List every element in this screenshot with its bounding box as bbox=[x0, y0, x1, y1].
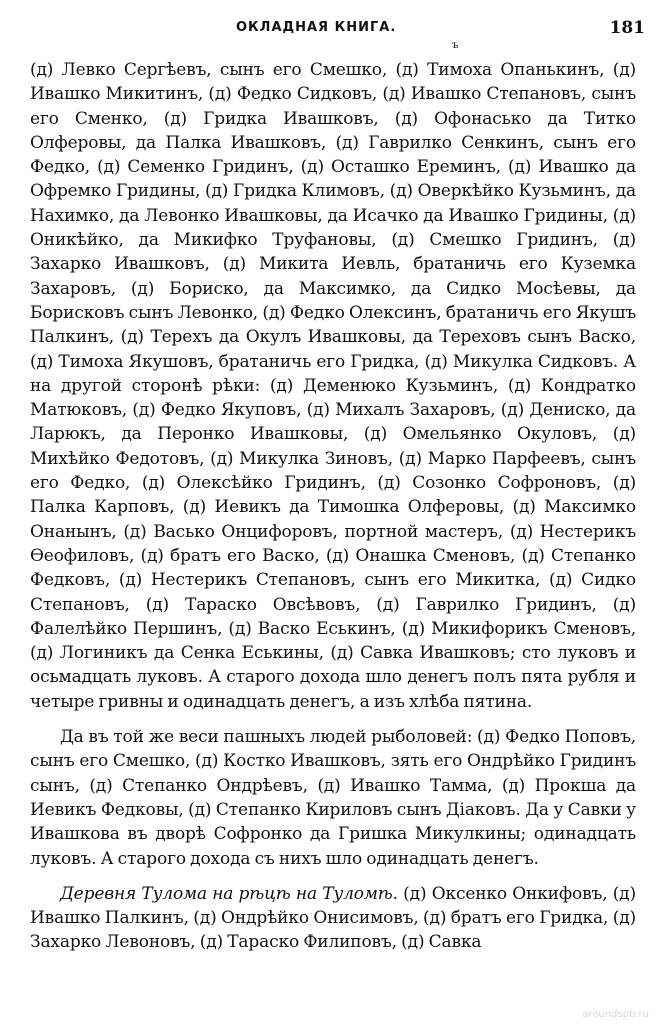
paragraph-3-text: (д) Оксенко Онкифовъ, (д) Ивашко Палкинъ, (д) Ондрѣйко Онисимовъ, (д) братъ его Гридка, (д) Захарко Левоновъ, (д) Тараско Филиповъ, (д) Савка bbox=[30, 883, 636, 953]
page-number: 181 bbox=[609, 18, 645, 38]
paragraph-1-text: (д) Левко Сергѣевъ, сынъ его Смешко, (д) Тимоха Опанькинъ, (д) Ивашко Микитинъ, (д) Федко Сидковъ, (д) Ивашко Степановъ, сынъ его Сменко, (д) Гридка Ивашковъ, (д) Офонасько да Титко Олферовы, да Палка Ивашковъ, (д) Гаврилко Сенкинъ, сынъ его Федко, (д) Семенко Гридинъ, (д) Осташко Ереминъ, (д) Ивашко да Офремко Гридины, (д) Гридка Климовъ, (д) Оверкѣйко Кузьминъ, да Нахимко, да Левонко Ивашковы, да Исачко да Ивашко Гридины, (д) Оникѣйко, да Микифко Труфановы, (д) Смешко Гридинъ, (д) Захарко Ивашковъ, (д) Микита Иевль, братаничь его Куземка Захаровъ, (д) Бориско, да Максимко, да Сидко Мосѣевы, да Борисковъ сынъ Левонко, (д) Федко Олексинъ, братаничь его Якушъ Палкинъ, (д) Терехъ да Окулъ Ивашковы, да Тереховъ сынъ Васко, (д) Тимоха Якушовъ, братаничь его Гридка, (д) Микулка Сидковъ. А на другой сторонѣ рѣки: (д) Деменюко Кузьминъ, (д) Кондратко Матюковъ, (д) Федко Якуповъ, (д) Михалъ Захаровъ, (д) Дениско, да Ларюкъ, да Перонко Ивашковы, (д) Омельянко Окуловъ, (д) Михѣйко Федотовъ, (д) Микулка Зиновъ, (д) Марко Парфеевъ, сынъ его Федко, (д) Олексѣйко Гридинъ, (д) Созонко Софроновъ, (д) Палка Карповъ, (д) Иевикъ да Тимошка Олферовы, (д) Максимко Онанынъ, (д) Васько Онцифоровъ, портной мастеръ, (д) Нестерикъ Ѳеофиловъ, (д) братъ его Васко, (д) Онашка Сменовъ, (д) Степанко Федковъ, (д) Нестерикъ Степановъ, сынъ его Микитка, (д) Сидко Степановъ, (д) Тараско Овсѣвовъ, (д) Гаврилко Гридинъ, (д) Фалелѣйко Першинъ, (д) Васко Еськинъ, (д) Микифорикъ Сменовъ, (д) Логиникъ да Сенка Еськины, (д) Савка Ивашковъ; сто луковъ и осьмадцать луковъ. А старого дохода шло денегъ полъ пята рубля и четыре гривны и одинадцать денегъ, а изъ хлѣба пятина. bbox=[30, 60, 636, 712]
paragraph-3 bbox=[30, 882, 636, 955]
body-text bbox=[30, 58, 636, 955]
running-title: ОКЛАДНАЯ КНИГА. bbox=[236, 20, 397, 35]
header-mark: ъ bbox=[452, 40, 459, 51]
paragraph-2 bbox=[30, 725, 636, 871]
page-header bbox=[0, 18, 669, 42]
watermark: aroundspb.ru bbox=[582, 1009, 649, 1020]
paragraph-2-text: Да въ той же веси пашныхъ людей рыболовей: (д) Федко Поповъ, сынъ его Смешко, (д) Костко Ивашковъ, зять его Ондрѣйко Гридинъ сынъ, (д) Степанко Ондрѣевъ, (д) Ивашко Тамма, (д) Прокша да Иевикъ Федковы, (д) Степанко Кириловъ сынъ Дiаковъ. Да у Савки у Ивашкова въ дворѣ Софронко да Гришка Микулкины; одинадцать луковъ. А старого дохода съ нихъ шло одинадцать денегъ. bbox=[30, 727, 636, 869]
paragraph-3-lead: Деревня Тулома на рѣцѣ на Туломѣ. bbox=[60, 883, 398, 904]
paragraph-1 bbox=[30, 58, 636, 714]
